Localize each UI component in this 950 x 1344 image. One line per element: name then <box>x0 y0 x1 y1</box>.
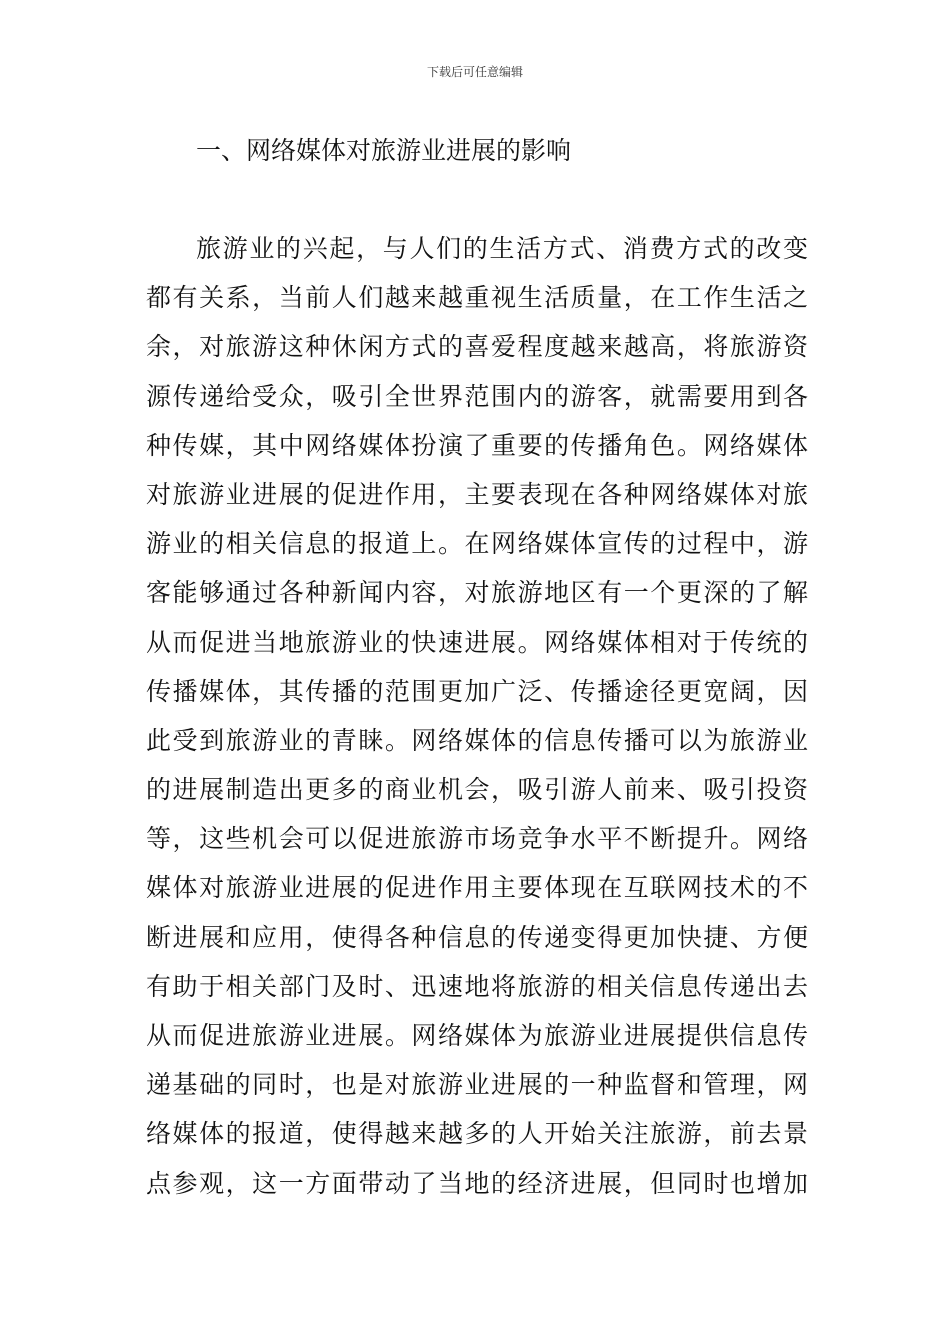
paragraph-line: 传播媒体，其传播的范围更加广泛、传播途径更宽阔，因 <box>146 676 808 706</box>
paragraph-line: 游业的相关信息的报道上。在网络媒体宣传的过程中，游 <box>146 529 808 559</box>
paragraph-line: 等，这些机会可以促进旅游市场竞争水平不断提升。网络 <box>146 824 808 854</box>
paragraph-line: 从而促进当地旅游业的快速进展。网络媒体相对于传统的 <box>146 627 808 657</box>
paragraph-line: 种传媒，其中网络媒体扮演了重要的传播角色。网络媒体 <box>146 430 808 460</box>
paragraph-line: 从而促进旅游业进展。网络媒体为旅游业进展提供信息传 <box>146 1021 808 1050</box>
paragraph-line: 旅游业的兴起，与人们的生活方式、消费方式的改变 <box>196 234 808 263</box>
paragraph-line: 有助于相关部门及时、迅速地将旅游的相关信息传递出去 <box>146 971 808 1001</box>
paragraph-line: 都有关系，当前人们越来越重视生活质量，在工作生活之 <box>146 283 808 313</box>
paragraph-line: 点参观，这一方面带动了当地的经济进展，但同时也增加 <box>146 1168 808 1198</box>
paragraph-line: 客能够通过各种新闻内容，对旅游地区有一个更深的了解 <box>146 578 808 608</box>
paragraph-line: 源传递给受众，吸引全世界范围内的游客，就需要用到各 <box>146 381 808 411</box>
body-paragraph <box>146 230 808 1214</box>
paragraph-line: 的进展制造出更多的商业机会，吸引游人前来、吸引投资 <box>146 775 808 805</box>
paragraph-line: 对旅游业进展的促进作用，主要表现在各种网络媒体对旅 <box>146 479 808 509</box>
paragraph-line: 媒体对旅游业进展的促进作用主要体现在互联网技术的不 <box>146 873 808 903</box>
paragraph-line: 此受到旅游业的青睐。网络媒体的信息传播可以为旅游业 <box>146 725 808 755</box>
section-heading: 一、网络媒体对旅游业进展的影响 <box>196 136 572 165</box>
paragraph-line: 递基础的同时，也是对旅游业进展的一种监督和管理，网 <box>146 1070 808 1100</box>
paragraph-line: 络媒体的报道，使得越来越多的人开始关注旅游，前去景 <box>146 1119 808 1149</box>
paragraph-line: 断进展和应用，使得各种信息的传递变得更加快捷、方便 <box>146 922 808 952</box>
paragraph-line: 余，对旅游这种休闲方式的喜爱程度越来越高，将旅游资 <box>146 332 808 362</box>
header-note: 下载后可任意编辑 <box>426 65 523 79</box>
